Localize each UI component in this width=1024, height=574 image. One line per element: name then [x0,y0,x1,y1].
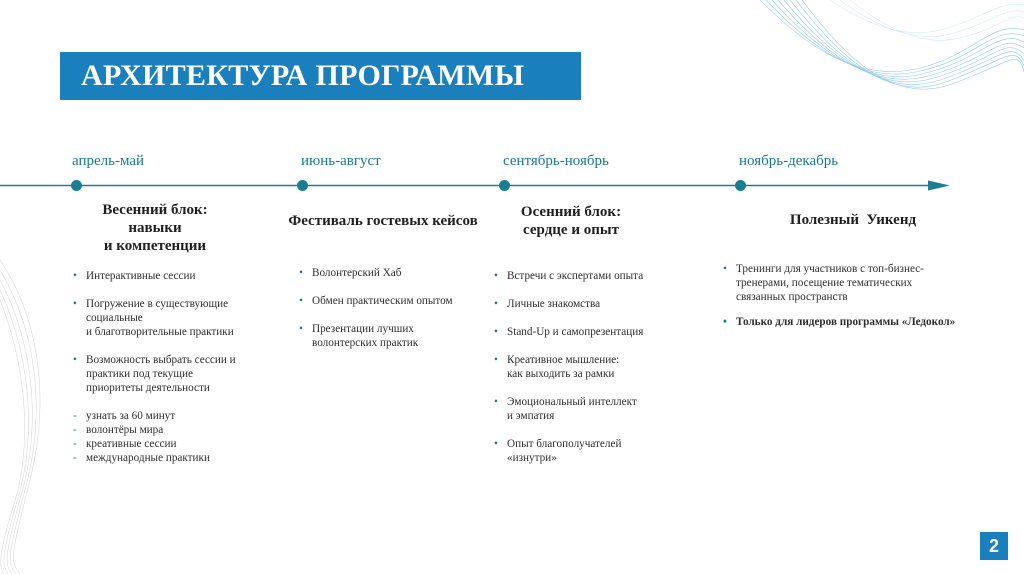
text-line: Погружение в существующие [86,298,229,310]
list-item [72,297,282,339]
list-item [493,325,693,339]
list-item [722,262,982,304]
text-line: Эмоциональный интеллект [507,396,637,408]
list-item [72,353,282,395]
wave-decoration-top-right [740,0,1024,110]
block-title [270,212,496,230]
list-item [493,395,693,423]
text-line: навыки [128,220,182,236]
list-item [72,437,282,451]
text-line: волонтёры мира [86,424,164,436]
list-item [72,423,282,437]
timeline-marker [71,180,82,191]
timeline-arrowhead [928,181,950,191]
list-item [722,315,982,329]
text-line: и эмпатия [507,410,555,422]
text-line: практики под текущие [86,368,193,380]
list-item [72,451,282,465]
block-item-list [493,269,693,465]
wave-decoration-bottom-left [0,240,60,574]
timeline-marker [499,180,510,191]
text-line: Stand-Up и самопрезентация [507,326,644,338]
timeline-axis [0,176,1024,196]
text-line: Презентации лучших [312,323,414,335]
text-line: Креативное мышление: [507,354,620,366]
list-item [493,353,693,381]
block-item-list [72,269,282,465]
text-line: Опыт благополучателей [507,438,622,450]
text-line: Осенний блок: [520,204,622,220]
text-line: и компетенции [103,238,207,254]
text-line: Личные знакомства [507,298,601,310]
page-number: 2 [980,532,1008,560]
text-line: волонтерских практик [312,337,419,349]
period-label: апрель-май [72,153,145,169]
text-line: Волонтерский Хаб [312,267,402,279]
text-line: социальные [86,312,143,324]
text-line: Обмен практическим опытом [312,295,453,307]
text-line: Только для лидеров программы «Ледокол» [736,316,956,328]
list-item [493,269,693,283]
text-line: Полезный Уикенд [789,212,917,228]
text-line: международные практики [86,452,210,464]
page-title: АРХИТЕКТУРА ПРОГРАММЫ [81,59,525,92]
text-line: «изнутри» [507,452,557,464]
block-title [496,203,646,239]
text-line: связанных пространств [736,291,848,303]
text-line: узнать за 60 минут [86,410,176,422]
timeline-marker [735,180,746,191]
list-item [298,266,498,280]
period-label: июнь-август [301,153,381,169]
text-line: Встречи с экспертами опыта [507,270,644,282]
list-item [72,269,282,283]
period-label: сентябрь-ноябрь [503,153,609,169]
list-item [493,437,693,465]
list-item [298,322,498,350]
text-line: Интерактивные сессии [86,270,196,282]
block-title [760,211,946,229]
text-line: Весенний блок: [102,202,208,218]
list-item [298,294,498,308]
list-item [493,297,693,311]
timeline-marker [297,180,308,191]
text-line: и благотворительные практики [86,326,234,338]
period-label: ноябрь-декабрь [739,153,839,169]
text-line: креативные сессии [86,438,177,450]
text-line: как выходить за рамки [507,368,615,380]
text-line: приоритеты деятельности [86,382,210,394]
text-line: Тренинги для участников с топ-бизнес- [736,263,924,275]
text-line: Фестиваль гостевых кейсов [288,213,478,229]
title-banner [60,52,581,100]
text-line: тренерами, посещение тематических [736,277,913,289]
list-item [72,409,282,423]
block-title [70,201,240,255]
block-item-list [298,266,498,350]
text-line: Возможность выбрать сессии и [86,354,236,366]
block-item-list [722,262,982,329]
text-line: сердце и опыт [523,222,619,238]
